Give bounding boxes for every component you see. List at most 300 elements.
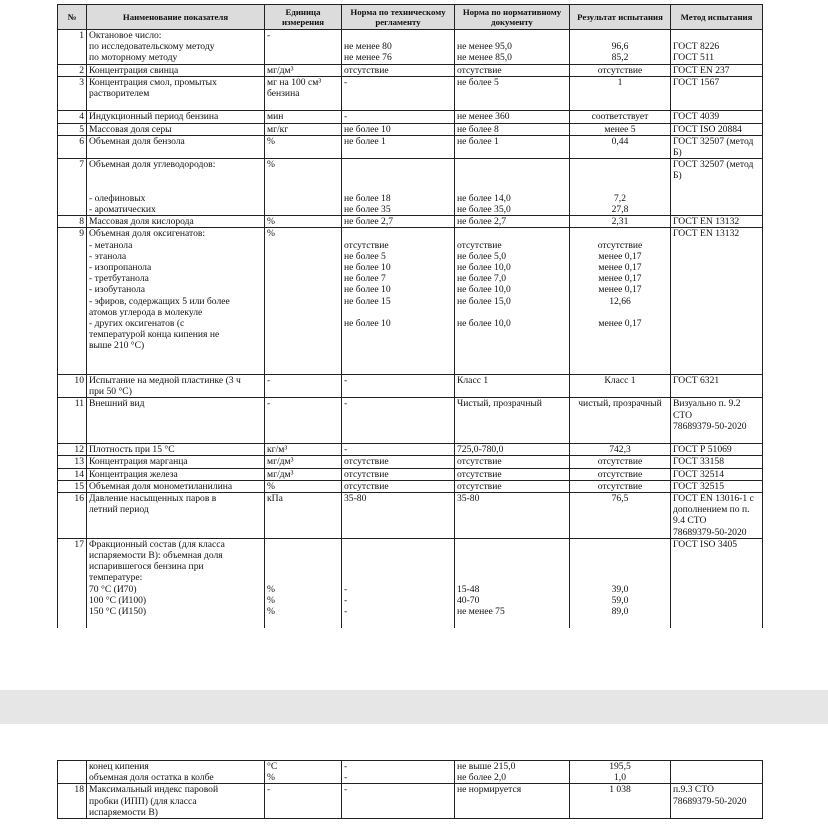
cell-line: 100 °С (И100) [89,594,147,606]
cell-line: - олефиновых [89,192,146,204]
cell-line: - этанола [89,250,127,262]
cell-line [572,340,668,351]
cell-line: не более 10,0 [457,284,511,296]
cell-line: % [267,135,275,147]
cell-line: - [344,398,348,410]
cell-line [267,262,339,273]
cell-line [267,296,339,307]
cell-line [572,617,668,628]
cell-indicator [87,761,265,784]
cell-line: ГОСТ 33158 [673,456,724,468]
cell-line: Концентрация марганца [89,456,188,468]
cell-line [673,296,760,307]
cell-line: мг/дм³ [267,468,294,480]
cell-line: не более 8 [457,123,499,135]
table-row [58,444,763,456]
cell-line: не более 10 [344,317,391,329]
cell-unit [265,761,342,784]
cell-indicator [87,228,265,375]
cell-doc-norm [455,492,570,538]
cell-line [267,340,339,351]
cell-line [457,329,567,340]
row-number: 18 [58,784,87,819]
cell-result [570,784,671,819]
cell-line: Индукционный период бензина [89,111,219,123]
cell-result [570,468,671,480]
cell-line: пробки (ИПП) (для класса [89,795,197,807]
cell-doc-norm [455,30,570,65]
header-result: Результат испытания [570,5,671,30]
row-number: 9 [58,228,87,375]
cell-doc-norm [455,468,570,480]
cell-line: ГОСТ EN 237 [673,64,730,76]
cell-line [673,193,760,204]
cell-method [671,374,763,397]
cell-method [671,135,763,158]
cell-line: ГОСТ ISO 20884 [673,123,742,135]
cell-result [570,480,671,492]
cell-unit [265,111,342,123]
cell-doc-norm [455,480,570,492]
cell-line [344,182,452,193]
table-body-continued [58,761,763,819]
cell-line [572,170,668,181]
cell-line: мг/дм³ [267,456,294,468]
cell-indicator [87,456,265,468]
table-row [58,456,763,468]
cell-line: мин [267,111,284,123]
cell-line: по моторному методу [89,52,178,64]
header-number: № [58,5,87,30]
cell-line [344,30,452,41]
cell-method [671,111,763,123]
cell-result [570,228,671,375]
cell-line: испаряемости В) [89,806,158,818]
cell-line [457,617,567,628]
row-number: 5 [58,123,87,135]
table-row [58,64,763,76]
cell-tech-norm [342,123,455,135]
cell-line [673,617,760,628]
cell-result [570,374,671,397]
row-number: 7 [58,159,87,216]
cell-line: Внешний вид [89,398,145,410]
cell-line: не менее 360 [457,111,510,123]
cell-line: не более 1 [457,135,499,147]
cell-method [671,64,763,76]
cell-doc-norm [455,538,570,628]
cell-method [671,480,763,492]
cell-line [267,307,339,318]
cell-line [267,284,339,295]
cell-line: Концентрация свинца [89,64,179,76]
cell-line: не более 10 [344,123,391,135]
table-row [58,784,763,819]
cell-line: Испытание на медной пластинке (3 ч [89,374,241,386]
cell-line: ГОСТ Р 51069 [673,444,732,456]
cell-line: соответствует [591,111,649,123]
cell-line: не более 2,7 [457,216,507,228]
cell-line [572,550,668,561]
cell-tech-norm [342,538,455,628]
cell-line: - [267,30,271,41]
cell-line: Концентрация смол, промытых [89,76,217,88]
cell-line [267,52,339,63]
cell-line: Максимальный индекс паровой [89,784,219,796]
cell-line [457,561,567,572]
table-row [58,76,763,111]
cell-line: ГОСТ 32507 (метод [673,135,754,147]
cell-indicator [87,444,265,456]
cell-unit [265,398,342,444]
cell-line: Б) [673,146,682,158]
cell-line [344,351,452,362]
cell-line [267,550,339,561]
cell-line [673,307,760,318]
cell-line [572,561,668,572]
cell-line: 70 °С (И70) [89,583,137,595]
cell-line: отсутствие [344,64,389,76]
cell-line: Визуально п. 9.2 [673,398,741,410]
cell-line: отсутствие [457,239,502,251]
row-number: 15 [58,480,87,492]
cell-line: 150 °С (И150) [89,605,147,617]
cell-indicator [87,374,265,397]
cell-line: 59,0 [611,594,629,606]
cell-unit [265,123,342,135]
cell-line: % [267,480,275,492]
cell-line: - [267,398,271,410]
cell-line: Объемная доля бензола [89,135,185,147]
cell-method [671,444,763,456]
cell-unit [265,784,342,819]
cell-line: менее 0,17 [598,273,642,285]
cell-tech-norm [342,444,455,456]
table-row [58,30,763,65]
cell-line: не более 5,0 [457,250,507,262]
cell-line: 1,0 [614,772,626,784]
cell-line: % [267,216,275,228]
cell-line: - [344,374,348,386]
cell-line [673,30,760,41]
row-number: 12 [58,444,87,456]
cell-line [267,572,339,583]
cell-result [570,111,671,123]
cell-line: % [267,605,275,617]
row-number: 11 [58,398,87,444]
header-unit: Единица измерения [265,5,342,30]
cell-unit [265,135,342,158]
cell-tech-norm [342,216,455,228]
cell-tech-norm [342,784,455,819]
cell-tech-norm [342,64,455,76]
cell-doc-norm [455,159,570,216]
cell-line: отсутствие [597,64,643,76]
cell-line: 7,2 [614,192,626,204]
cell-line: температурой конца кипения не [89,329,220,341]
cell-line: отсутствие [457,480,502,492]
cell-line [673,572,760,583]
cell-line [267,240,339,251]
cell-result [570,444,671,456]
cell-line [457,182,567,193]
cell-method [671,159,763,216]
header-doc-norm: Норма по нормативному документу [455,5,570,30]
table-row [58,398,763,444]
cell-line: отсутствие [457,468,502,480]
cell-result [570,761,671,784]
cell-tech-norm [342,76,455,111]
document-page-2 [0,724,828,833]
cell-unit [265,538,342,628]
cell-line [267,318,339,329]
cell-line: Плотность при 15 °С [89,444,175,456]
cell-line: % [267,583,275,595]
cell-unit [265,216,342,228]
cell-result [570,456,671,468]
cell-line: - [344,76,348,88]
cell-tech-norm [342,398,455,444]
cell-line [267,193,339,204]
cell-line: не более 2,0 [457,772,507,784]
cell-method [671,456,763,468]
cell-unit [265,76,342,111]
cell-line: - [344,583,348,595]
cell-line: 1 [617,76,623,88]
cell-line [673,363,760,374]
cell-line [457,340,567,351]
cell-line: - изопропанола [89,261,152,273]
cell-line [673,584,760,595]
row-number: 3 [58,76,87,111]
cell-method [671,228,763,375]
cell-tech-norm [342,761,455,784]
cell-line [89,617,262,628]
cell-line [457,572,567,583]
cell-indicator [87,159,265,216]
cell-indicator [87,64,265,76]
cell-line: 78689379-50-2020 [673,526,747,538]
cell-line: отсутствие [457,64,502,76]
cell-line: ГОСТ EN 13016-1 с [673,492,754,504]
cell-line: Давление насыщенных паров в [89,492,217,504]
cell-doc-norm [455,456,570,468]
cell-indicator [87,784,265,819]
cell-method [671,761,763,784]
cell-method [671,468,763,480]
cell-line [673,329,760,340]
cell-line: 195,5 [609,761,631,772]
cell-line [572,30,668,41]
cell-line [267,273,339,284]
cell-line: мг/дм³ [267,64,294,76]
cell-doc-norm [455,64,570,76]
cell-line [673,340,760,351]
cell-unit [265,228,342,375]
table-row [58,480,763,492]
cell-line [267,41,339,52]
cell-doc-norm [455,216,570,228]
cell-line: мг/кг [267,123,289,135]
cell-result [570,135,671,158]
table-row [58,111,763,123]
cell-doc-norm [455,135,570,158]
cell-line [673,351,760,362]
cell-line [267,363,339,374]
cell-line [267,251,339,262]
cell-indicator [87,216,265,228]
cell-line [344,363,452,374]
cell-line: отсутствие [597,456,643,468]
table-row [58,159,763,216]
cell-line: не более 7 [344,273,386,285]
cell-line: 78689379-50-2020 [673,795,747,807]
cell-line: менее 5 [604,123,636,135]
cell-line [457,228,567,239]
cell-indicator [87,492,265,538]
table-header-row [58,5,763,30]
cell-line [673,240,760,251]
cell-line: - [344,605,348,617]
cell-unit [265,492,342,538]
cell-line: СТО [673,409,693,421]
cell-line: дополнением по п. [673,504,750,516]
cell-line [457,170,567,181]
cell-method [671,216,763,228]
cell-line: 2,31 [611,216,629,228]
cell-line: не менее 80 [344,41,392,53]
cell-line: - третбутанола [89,273,149,285]
cell-line [344,307,452,318]
table-row [58,374,763,397]
cell-line [267,329,339,340]
cell-line: 39,0 [611,583,629,595]
cell-line: не менее 76 [344,52,392,64]
cell-line: 742,3 [609,444,631,456]
cell-line: не более 7,0 [457,273,507,285]
cell-method [671,30,763,65]
cell-line: - других оксигенатов (с [89,317,185,329]
cell-line: не более 10 [344,261,391,273]
cell-method [671,784,763,819]
test-results-table [57,4,763,628]
cell-line: ГОСТ 32507 (метод [673,159,754,171]
cell-line: - [344,761,348,772]
cell-doc-norm [455,123,570,135]
cell-line: Объемная доля углеводородов: [89,159,216,171]
cell-line: Чистый, прозрачный [457,398,542,410]
header-method: Метод испытания [671,5,763,30]
cell-line [267,351,339,362]
cell-line: Класс 1 [457,374,489,386]
cell-method [671,398,763,444]
cell-line [344,539,452,550]
cell-line: не более 15 [344,295,391,307]
cell-doc-norm [455,76,570,111]
cell-method [671,492,763,538]
cell-method [671,76,763,111]
cell-line: не более 10,0 [457,317,511,329]
cell-result [570,30,671,65]
cell-line: ГОСТ 8226 [673,41,720,53]
cell-doc-norm [455,228,570,375]
cell-unit [265,444,342,456]
cell-line [572,182,668,193]
cell-line: 15-48 [457,583,480,595]
cell-unit [265,456,342,468]
cell-line: - ароматических [89,203,156,215]
cell-line: отсутствие [344,239,389,251]
cell-indicator [87,480,265,492]
cell-line: - [267,784,271,796]
cell-line: испарившегося бензина при [89,561,204,573]
cell-tech-norm [342,228,455,375]
test-results-table-continued [57,760,763,819]
cell-line [673,284,760,295]
cell-indicator [87,538,265,628]
cell-line: кг/м³ [267,444,288,456]
cell-line: Б) [673,170,682,182]
row-number: 13 [58,456,87,468]
cell-line: Массовая доля серы [89,123,172,135]
cell-line [673,606,760,617]
row-number: 10 [58,374,87,397]
cell-indicator [87,111,265,123]
cell-line: при 50 °С) [89,386,132,398]
cell-line: ГОСТ 511 [673,52,715,64]
cell-indicator [87,468,265,480]
table-row [58,492,763,538]
cell-line: растворителем [89,87,150,99]
cell-line: ГОСТ 6321 [673,374,720,386]
cell-line: Класс 1 [604,374,636,386]
cell-line [267,170,339,181]
cell-line: отсутствие [597,468,643,480]
row-number: 6 [58,135,87,158]
cell-result [570,123,671,135]
cell-line: % [267,159,275,171]
cell-line: - метанола [89,239,133,251]
cell-line: - изобутанола [89,284,145,296]
cell-line: не более 18 [344,192,391,204]
cell-line: 0,44 [611,135,629,147]
cell-line: Объемная доля монометиланилина [89,480,233,492]
cell-indicator [87,76,265,111]
cell-tech-norm [342,111,455,123]
table-row [58,761,763,784]
cell-line: не более 2,7 [344,216,394,228]
row-number: 16 [58,492,87,538]
cell-line [267,561,339,572]
cell-line [267,617,339,628]
cell-line: 27,8 [611,203,629,215]
header-tech-reg-norm: Норма по техническому регламенту [342,5,455,30]
cell-line: - [267,374,271,386]
cell-line: 85,2 [611,52,629,64]
cell-line: Концентрация железа [89,468,178,480]
cell-line [673,273,760,284]
cell-line: не менее 85,0 [457,52,512,64]
cell-line: 96,6 [611,41,629,53]
cell-line [457,539,567,550]
cell-line: 725,0-780,0 [457,444,504,456]
cell-line: ГОСТ 4039 [673,111,720,123]
cell-line [344,228,452,239]
table-row [58,468,763,480]
cell-line [673,550,760,561]
cell-line [344,170,452,181]
cell-line: % [267,594,275,606]
